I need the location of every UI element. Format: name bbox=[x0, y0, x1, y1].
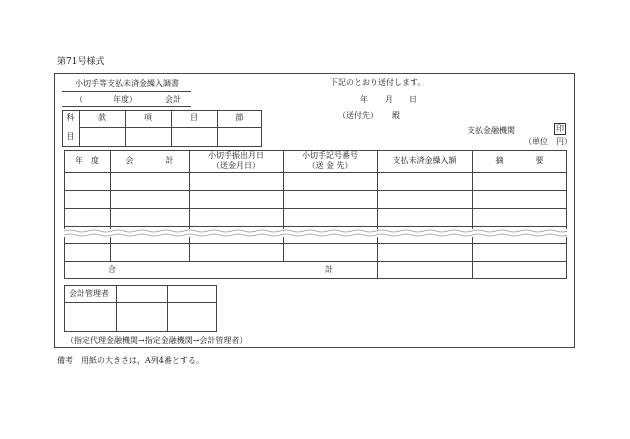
total-row-line bbox=[64, 261, 567, 262]
date-month: 月 bbox=[385, 95, 393, 104]
column-line bbox=[377, 150, 378, 279]
row-line bbox=[64, 243, 567, 244]
paying-bank-label: 支払金融機関 bbox=[467, 126, 515, 135]
recipient-honorific: 殿 bbox=[392, 111, 400, 120]
row-line bbox=[64, 190, 567, 191]
total-label-right: 計 bbox=[325, 265, 333, 274]
fiscal-year-label: 年度） bbox=[113, 95, 137, 104]
column-line bbox=[472, 150, 473, 279]
column-line bbox=[110, 150, 111, 261]
date-year: 年 bbox=[360, 95, 368, 104]
header-remit-to: （送 金 先） bbox=[307, 161, 353, 170]
header-account: 会 計 bbox=[125, 156, 174, 165]
category-header-setsu: 節 bbox=[235, 113, 244, 122]
routing-note: （指定代理金融機関→指定金融機関→会計管理者） bbox=[66, 336, 248, 345]
header-amount: 支払未済金繰入額 bbox=[392, 156, 457, 165]
send-notice: 下記のとおり送付します。 bbox=[330, 78, 426, 87]
date-day: 日 bbox=[409, 95, 417, 104]
category-header-moku: 目 bbox=[190, 113, 198, 122]
total-label-left: 合 bbox=[108, 265, 116, 274]
form-title: 小切手等支払未済金繰入調書 bbox=[75, 79, 179, 88]
row-line bbox=[64, 172, 567, 173]
header-check-number: 小切手記号番号 bbox=[302, 151, 358, 160]
header-remarks: 摘 要 bbox=[495, 156, 544, 165]
fiscal-account-label: 会計 bbox=[165, 95, 181, 104]
recipient-label: （送付先） bbox=[338, 111, 378, 120]
tear-wave-icon bbox=[64, 229, 567, 237]
manager-label: 会計管理者 bbox=[69, 289, 109, 298]
table-abbreviation-gap bbox=[64, 229, 567, 237]
header-issue-date: 小切手振出月日 bbox=[208, 151, 264, 160]
category-header-kou: 項 bbox=[144, 113, 152, 122]
category-header-kan: 款 bbox=[98, 113, 106, 122]
row-line bbox=[64, 226, 567, 227]
header-fiscal-year: 年 度 bbox=[75, 156, 99, 165]
fiscal-paren: （ bbox=[75, 95, 83, 104]
form-number: 第71号様式 bbox=[57, 57, 105, 67]
header-remit-date: （送金月日） bbox=[212, 161, 260, 170]
manager-row-line bbox=[64, 302, 217, 303]
footnote: 備考 用紙の大きさは，A列4番とする。 bbox=[57, 356, 204, 365]
manager-col-line bbox=[167, 285, 168, 332]
category-label-ka: 科 bbox=[66, 113, 75, 122]
title-underline bbox=[62, 91, 191, 92]
unit-label: （単位 円） bbox=[524, 137, 572, 146]
manager-col-line bbox=[116, 285, 117, 332]
row-line bbox=[64, 208, 567, 209]
category-label-moku: 目 bbox=[66, 132, 75, 141]
seal-mark: 印 bbox=[556, 124, 564, 133]
fiscal-underline bbox=[62, 106, 191, 107]
